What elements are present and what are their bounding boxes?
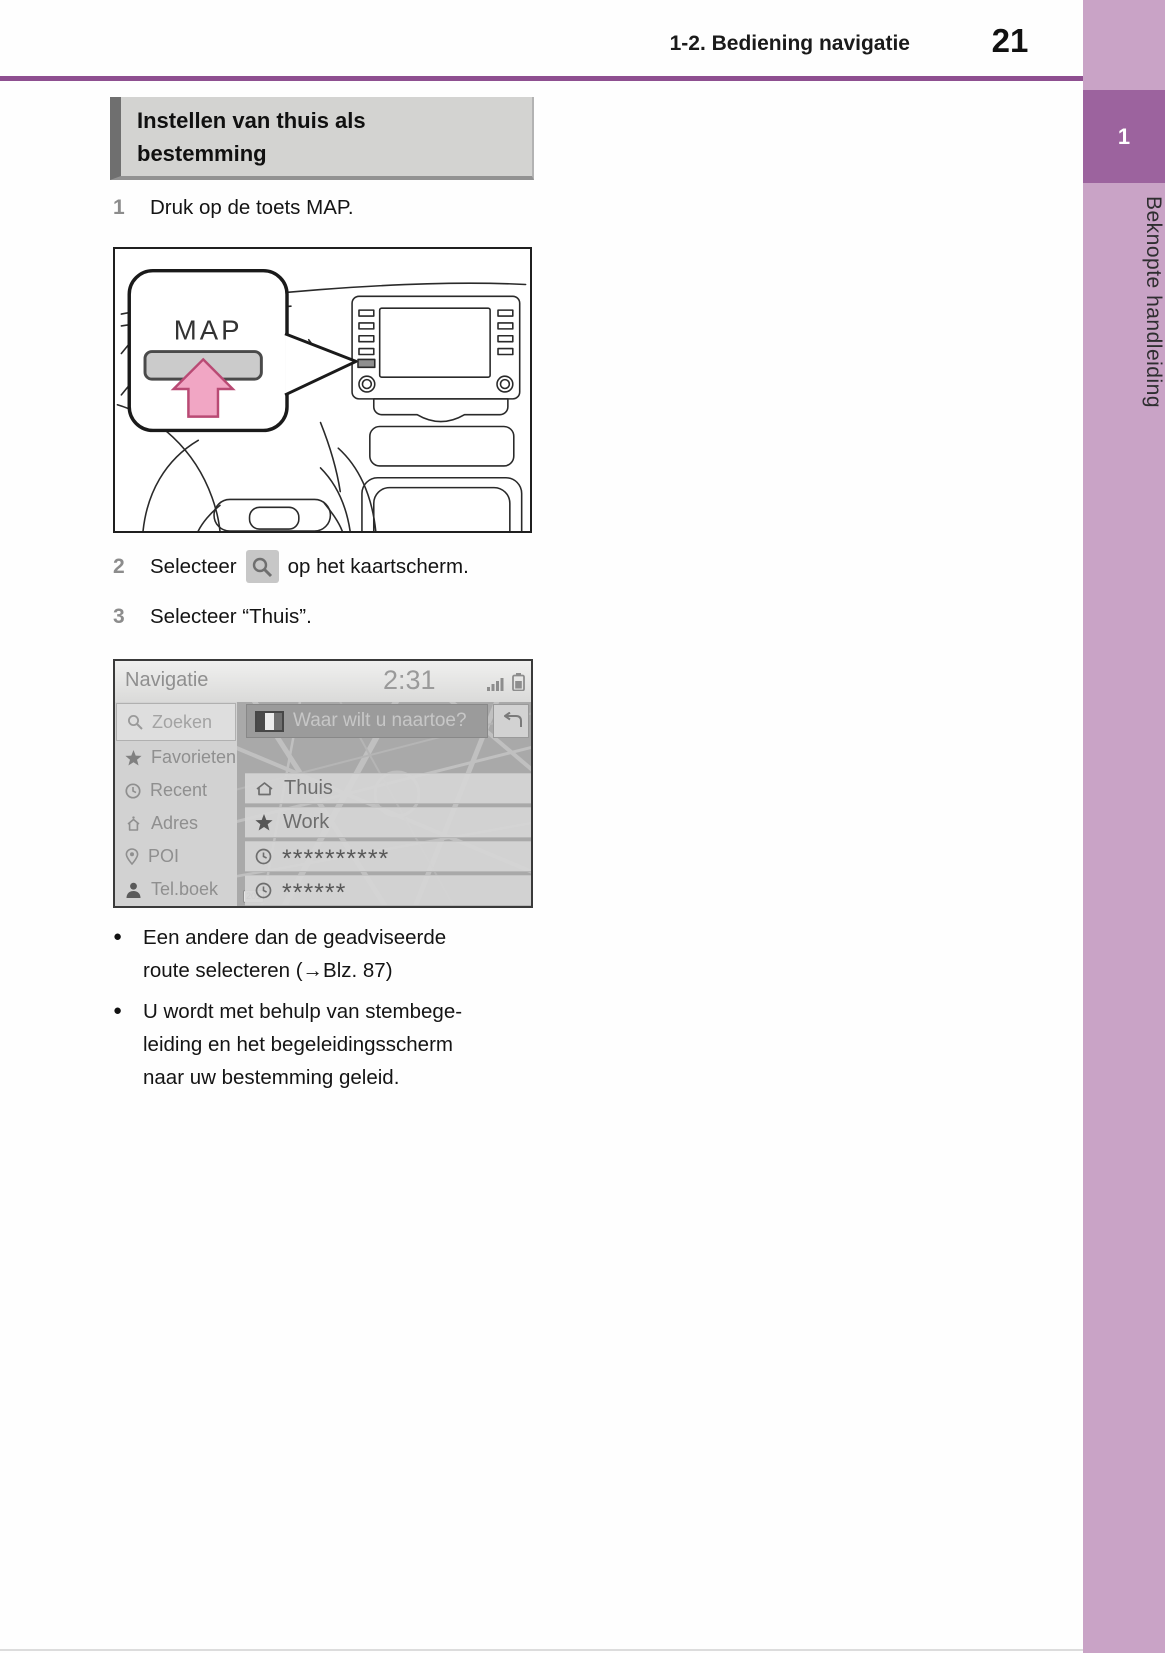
clock-icon	[255, 882, 272, 899]
person-icon	[125, 882, 142, 898]
menu-item-favorieten	[115, 741, 237, 774]
menu-label: POI	[148, 846, 180, 866]
page-bottom-edge	[0, 1649, 1083, 1651]
menu-item-recent	[115, 774, 237, 807]
return-arrow-icon	[499, 712, 523, 730]
note-bullet-1	[113, 921, 446, 987]
nav-topbar	[115, 661, 531, 702]
map-button-label: MAP	[173, 314, 243, 346]
header-divider	[0, 76, 1083, 81]
section-title-line1: Instellen van thuis als	[137, 108, 366, 133]
poi-icon	[125, 848, 139, 865]
page-number: 21	[991, 22, 1029, 59]
note-1-line1: Een andere dan de geadviseerde	[143, 926, 447, 949]
step-3-number: 3	[113, 605, 125, 628]
clock-icon	[125, 783, 141, 799]
home-icon	[255, 781, 274, 797]
step-3-text: Selecteer “Thuis”.	[150, 605, 312, 628]
signal-icon	[487, 676, 504, 691]
nav-clock: 2:31	[383, 665, 436, 695]
bullet-icon: ●	[113, 928, 123, 945]
step-2-number: 2	[113, 554, 125, 578]
dashboard-line-drawing	[115, 249, 530, 531]
header-section-title: 1-2. Bediening navigatie	[669, 32, 910, 55]
step-1-number: 1	[113, 196, 125, 219]
menu-label: Tel.boek	[151, 879, 219, 899]
menu-label: Favorieten	[151, 747, 237, 767]
step-1	[113, 196, 354, 220]
bullet-icon: ●	[113, 1002, 123, 1019]
step-2-text-before: Selecteer	[150, 554, 237, 578]
clock-icon	[255, 848, 272, 865]
result-row-recent-2	[245, 875, 531, 906]
chapter-title-vertical: Beknopte handleiding	[1142, 196, 1165, 409]
nav-body	[115, 702, 531, 906]
note-2-line1: U wordt met behulp van stembege-	[143, 1000, 463, 1023]
section-title-box	[110, 97, 534, 180]
nav-screen-title: Navigatie	[125, 669, 209, 691]
result-row-recent-1	[245, 841, 531, 872]
search-placeholder: Waar wilt u naartoe?	[293, 710, 467, 731]
menu-label: Adres	[151, 813, 199, 833]
search-icon	[127, 714, 143, 730]
flag-icon	[255, 711, 284, 732]
result-row-thuis	[245, 773, 531, 804]
menu-label: Zoeken	[152, 711, 213, 732]
menu-item-poi	[115, 840, 237, 873]
step-2-text-after: op het kaartscherm.	[287, 554, 469, 578]
nav-menu	[115, 702, 237, 906]
magnifier-icon	[246, 550, 279, 583]
menu-item-telboek	[115, 873, 237, 906]
step-3	[113, 605, 312, 629]
result-label: Thuis	[284, 777, 333, 799]
menu-item-zoeken	[116, 703, 236, 741]
dashboard-illustration	[113, 247, 532, 533]
star-icon	[255, 814, 273, 831]
chapter-number-tab: 1	[1083, 90, 1165, 183]
note-2-line2: leiding en het begeleidingsscherm	[143, 1033, 453, 1056]
menu-item-adres	[115, 807, 237, 840]
result-label-masked: **********	[282, 845, 390, 873]
result-label: Work	[283, 811, 330, 833]
return-button	[493, 704, 529, 738]
result-label-masked: ******	[282, 879, 347, 907]
callout-pointer	[285, 334, 356, 395]
result-row-work	[245, 807, 531, 838]
star-icon	[125, 750, 142, 766]
menu-label: Recent	[150, 780, 208, 800]
nav-status-icons	[487, 673, 525, 691]
battery-icon	[512, 673, 525, 691]
note-1-line2: route selecteren (→Blz. 87)	[143, 959, 393, 982]
step-1-text: Druk op de toets MAP.	[150, 196, 354, 219]
step-2	[113, 550, 469, 583]
section-title-line2: bestemming	[137, 141, 267, 166]
destination-search-bar	[246, 704, 488, 738]
note-bullet-2	[113, 995, 462, 1094]
address-icon	[125, 816, 142, 832]
note-2-line3: naar uw bestemming geleid.	[143, 1066, 400, 1089]
navigation-screenshot	[113, 659, 533, 908]
